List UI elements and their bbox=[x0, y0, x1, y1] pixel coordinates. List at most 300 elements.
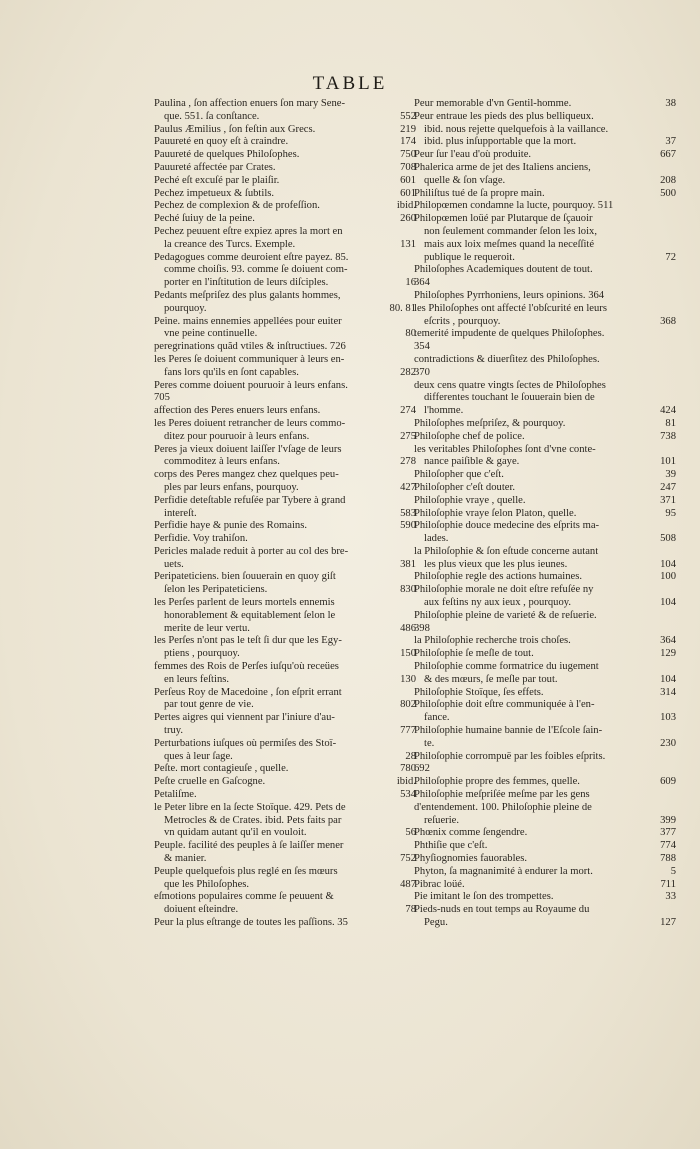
index-entry-line bbox=[154, 840, 416, 853]
entry-text: Pibrac loüé. bbox=[414, 878, 465, 890]
page-reference: 274 bbox=[400, 405, 416, 417]
entry-text: Metrocles & de Crates. ibid. Pets faits par bbox=[164, 814, 342, 826]
index-entry-line bbox=[154, 904, 416, 917]
index-entry-line bbox=[154, 763, 416, 776]
entry-text: les Peres ſe doiuent communiquer à leurs en- bbox=[154, 353, 345, 365]
page-title: TABLE bbox=[312, 73, 388, 94]
page-reference: 100 bbox=[660, 571, 676, 583]
entry-text: Peripateticiens. bien ſouuerain en quoy giſt bbox=[154, 571, 336, 583]
page-reference: 37 bbox=[665, 136, 676, 148]
entry-text: commoditez à leurs enfans. bbox=[164, 456, 280, 468]
index-entry-line bbox=[154, 802, 416, 815]
entry-text: corps des Peres mangez chez quelques peu- bbox=[154, 469, 339, 481]
page-reference: 39 bbox=[665, 469, 676, 481]
entry-text: la Philoſophie & ſon eſtude concerne autant bbox=[414, 545, 599, 557]
index-entry-line bbox=[154, 213, 416, 226]
index-entry-line bbox=[154, 866, 416, 879]
index-entry-line bbox=[154, 853, 416, 866]
index-entry-line bbox=[414, 111, 676, 124]
entry-text: non ſeulement commander ſelon les loix, bbox=[424, 225, 597, 237]
index-entry-line bbox=[414, 546, 676, 559]
index-entry-line bbox=[414, 124, 676, 137]
index-entry-line bbox=[154, 699, 416, 712]
page-reference: 127 bbox=[660, 917, 676, 928]
page-reference: 500 bbox=[660, 187, 676, 199]
entry-text: que les Philoſophes. bbox=[164, 878, 250, 890]
index-entry-line bbox=[414, 789, 676, 802]
index-entry-line bbox=[414, 840, 676, 853]
entry-text: merite de leur vertu. bbox=[164, 622, 250, 634]
entry-text: Perfidie haye & punie des Romains. bbox=[154, 520, 307, 532]
page-reference: 534 bbox=[400, 789, 416, 801]
page-reference: 486 bbox=[400, 622, 416, 634]
entry-text: Peur memorable d'vn Gentil-homme. bbox=[414, 98, 572, 109]
page-reference: 28 bbox=[405, 750, 416, 762]
entry-text: Philopœmen condamne la lucte, pourquoy. 511 bbox=[414, 200, 614, 212]
entry-text: ples par leurs enfans, pourquoy. bbox=[164, 481, 299, 493]
page-reference: 33 bbox=[665, 891, 676, 903]
page-reference: 752 bbox=[400, 853, 416, 865]
page-reference: 129 bbox=[660, 648, 676, 660]
entry-text: ditez pour pouruoir à leurs enfans. bbox=[164, 430, 310, 442]
entry-text: Perſeus Roy de Macedoine , ſon eſprit errant bbox=[154, 686, 342, 698]
index-entry-line bbox=[414, 354, 676, 367]
entry-text: les plus vieux que les plus ieunes. bbox=[424, 558, 568, 570]
entry-text: les veritables Philoſophes ſont d'vne conte- bbox=[414, 443, 596, 455]
entry-text: 354 bbox=[414, 341, 430, 353]
entry-text: la creance des Turcs. Exemple. bbox=[164, 238, 296, 250]
entry-text: ptiens , pourquoy. bbox=[164, 648, 240, 660]
index-entry-line bbox=[414, 751, 676, 764]
page-reference: 81 bbox=[665, 417, 676, 429]
page-reference: 708 bbox=[400, 161, 416, 173]
index-entry-line bbox=[154, 674, 416, 687]
index-entry-line bbox=[414, 277, 676, 290]
page-reference: 399 bbox=[660, 814, 676, 826]
page-reference: 738 bbox=[660, 430, 676, 442]
index-entry-line bbox=[154, 584, 416, 597]
entry-text: femmes des Rois de Perſes iuſqu'où receües bbox=[154, 661, 339, 673]
entry-text: Philoſophie comme formatrice du iugement bbox=[414, 661, 599, 673]
entry-text: differentes touchant le ſouuerain bien de bbox=[424, 392, 595, 404]
index-entry-line bbox=[154, 354, 416, 367]
index-entry-line bbox=[414, 316, 676, 329]
entry-text: que. 551. ſa conſtance. bbox=[164, 110, 260, 122]
entry-text: les Peres doiuent retrancher de leurs commo- bbox=[154, 417, 346, 429]
entry-text: porter en l'inſtitution de leurs diſciples. bbox=[164, 277, 329, 289]
entry-text: 705 bbox=[154, 392, 170, 404]
entry-text: Pegu. bbox=[424, 917, 448, 928]
page-reference: 130 bbox=[400, 673, 416, 685]
entry-text: par tout genre de vie. bbox=[164, 699, 254, 711]
entry-text: Pechez de complexion & de profeſſion. bbox=[154, 200, 320, 212]
index-entry-line bbox=[414, 520, 676, 533]
entry-text: Philoſopher que c'eſt. bbox=[414, 469, 504, 481]
index-entry-line bbox=[154, 917, 416, 930]
entry-text: ques à leur ſage. bbox=[164, 750, 233, 762]
entry-text: Philoſophie propre des femmes, quelle. bbox=[414, 776, 580, 788]
page-reference: 777 bbox=[400, 725, 416, 737]
page-reference: 774 bbox=[660, 840, 676, 852]
page-reference: 314 bbox=[660, 686, 676, 698]
index-entry-line bbox=[414, 188, 676, 201]
index-entry-line bbox=[154, 571, 416, 584]
page-reference: 487 bbox=[400, 878, 416, 890]
entry-text: Perfidie deteſtable refuſée par Tybere à grand bbox=[154, 494, 346, 506]
entry-text: intereſt. bbox=[164, 507, 197, 519]
entry-text: les Perſes n'ont pas le teſt ſi dur que les Egy- bbox=[154, 635, 342, 647]
index-entry-line bbox=[154, 316, 416, 329]
index-entry-line bbox=[414, 444, 676, 457]
entry-text: Phthiſie que c'eſt. bbox=[414, 840, 488, 852]
index-entry-line bbox=[154, 405, 416, 418]
index-entry-line bbox=[414, 917, 676, 930]
page-reference: 780 bbox=[400, 763, 416, 775]
page-reference: 377 bbox=[660, 827, 676, 839]
index-entry-line bbox=[154, 290, 416, 303]
page-reference: 80 bbox=[405, 328, 416, 340]
index-entry-line bbox=[154, 559, 416, 572]
index-entry-line bbox=[154, 546, 416, 559]
entry-text: Philoſophie pleine de varieté & de reſuerie. bbox=[414, 609, 597, 621]
page-reference: 247 bbox=[660, 481, 676, 493]
entry-text: Pauureté de quelques Philoſophes. bbox=[154, 149, 300, 161]
entry-text: d'entendement. 100. Philoſophie pleine de bbox=[414, 801, 592, 813]
index-entry-line bbox=[414, 763, 676, 776]
entry-text: Philoſophie corrompuë par les foibles eſprits. bbox=[414, 750, 606, 762]
page-reference: 552 bbox=[400, 110, 416, 122]
index-entry-line bbox=[414, 264, 676, 277]
index-entry-line bbox=[414, 674, 676, 687]
index-entry-line bbox=[414, 252, 676, 265]
entry-text: pourquoy. bbox=[164, 302, 207, 314]
entry-text: Philoſophie vraye , quelle. bbox=[414, 494, 526, 506]
index-entry-line bbox=[154, 482, 416, 495]
index-entry-line bbox=[154, 175, 416, 188]
page-reference: 282 bbox=[400, 366, 416, 378]
entry-text: deux cens quatre vingts ſectes de Philoſophes bbox=[414, 379, 606, 391]
index-entry-line bbox=[414, 508, 676, 521]
index-entry-line bbox=[154, 495, 416, 508]
index-entry-line bbox=[414, 303, 676, 316]
index-entry-line bbox=[414, 341, 676, 354]
index-entry-line bbox=[414, 571, 676, 584]
page-reference: 381 bbox=[400, 558, 416, 570]
index-entry-line bbox=[414, 827, 676, 840]
entry-text: publique le requeroit. bbox=[424, 251, 515, 263]
index-entry-line bbox=[414, 482, 676, 495]
entry-text: Philoſophie regle des actions humaines. bbox=[414, 571, 582, 583]
index-entry-line bbox=[414, 213, 676, 226]
index-entry-line bbox=[154, 891, 416, 904]
page-reference: 830 bbox=[400, 584, 416, 596]
entry-text: Philoſophes Pyrrhoniens, leurs opinions. 364 bbox=[414, 289, 605, 301]
right-index-column bbox=[414, 98, 676, 930]
entry-text: Peché ſuiuy de la peine. bbox=[154, 213, 255, 225]
page-reference: 590 bbox=[400, 520, 416, 532]
page-reference: 230 bbox=[660, 737, 676, 749]
index-entry-line bbox=[154, 341, 416, 354]
page-reference: 278 bbox=[400, 456, 416, 468]
page-reference: 174 bbox=[400, 136, 416, 148]
page-reference: 104 bbox=[660, 597, 676, 609]
entry-text: Peres comme doiuent pouruoir à leurs enfans. bbox=[154, 379, 348, 391]
entry-text: le Peter libre en la ſecte Stoïque. 429. Pets de bbox=[154, 801, 346, 813]
entry-text: Paulina , ſon affection enuers ſon mary Sene- bbox=[154, 98, 346, 109]
page-reference: 38 bbox=[665, 98, 676, 109]
page-reference: 609 bbox=[660, 776, 676, 788]
index-entry-line bbox=[154, 367, 416, 380]
entry-text: Pauureté affectée par Crates. bbox=[154, 161, 276, 173]
page-reference: 208 bbox=[660, 174, 676, 186]
entry-text: uets. bbox=[164, 558, 184, 570]
page-reference: 368 bbox=[660, 315, 676, 327]
index-entry-line bbox=[414, 200, 676, 213]
index-entry-line bbox=[414, 149, 676, 162]
entry-text: Philoſophie Stoïque, ſes effets. bbox=[414, 686, 544, 698]
index-entry-line bbox=[154, 328, 416, 341]
page-reference: 667 bbox=[660, 149, 676, 161]
index-entry-line bbox=[154, 239, 416, 252]
index-entry-line bbox=[414, 904, 676, 917]
index-entry-line bbox=[414, 456, 676, 469]
index-entry-line bbox=[154, 111, 416, 124]
entry-text: Peché eſt excuſé par le plaiſir. bbox=[154, 174, 280, 186]
index-entry-line bbox=[414, 866, 676, 879]
entry-text: temerité impudente de quelques Philoſophes. bbox=[414, 328, 605, 340]
page-reference: 56 bbox=[405, 827, 416, 839]
entry-text: quelle & ſon vſage. bbox=[424, 174, 506, 186]
entry-text: eſcrits , pourquoy. bbox=[424, 315, 501, 327]
index-entry-line bbox=[154, 597, 416, 610]
index-entry-line bbox=[414, 687, 676, 700]
entry-text: mais aux loix meſmes quand la neceſſité bbox=[424, 238, 595, 250]
entry-text: Philoſophe chef de police. bbox=[414, 430, 525, 442]
entry-text: comme choiſis. 93. comme ſe doiuent com- bbox=[164, 264, 348, 276]
entry-text: aux feſtins ny aux ieux , pourquoy. bbox=[424, 597, 572, 609]
index-entry-line bbox=[414, 226, 676, 239]
entry-text: les Perſes parlent de leurs mortels ennemis bbox=[154, 597, 335, 609]
entry-text: ſelon les Peripateticiens. bbox=[164, 584, 268, 596]
index-entry-line bbox=[154, 520, 416, 533]
page-reference: 131 bbox=[400, 238, 416, 250]
index-entry-line bbox=[414, 392, 676, 405]
index-entry-line bbox=[414, 380, 676, 393]
entry-text: Phœnix comme ſengendre. bbox=[414, 827, 528, 839]
entry-text: les Philoſophes ont affecté l'obſcurité en leurs bbox=[414, 302, 607, 314]
left-index-column bbox=[154, 98, 416, 930]
page-reference: 601 bbox=[400, 187, 416, 199]
page-reference: 371 bbox=[660, 494, 676, 506]
index-entry-line bbox=[154, 687, 416, 700]
page-reference: 424 bbox=[660, 405, 676, 417]
entry-text: Peres ja vieux doiuent laiſſer l'vſage de leurs bbox=[154, 443, 342, 455]
page-reference: 78 bbox=[405, 904, 416, 916]
index-entry-line bbox=[414, 469, 676, 482]
index-entry-line bbox=[414, 98, 676, 111]
entry-text: fance. bbox=[424, 712, 450, 724]
index-entry-line bbox=[414, 418, 676, 431]
index-entry-line bbox=[154, 252, 416, 265]
index-entry-line bbox=[414, 367, 676, 380]
index-entry-line bbox=[154, 136, 416, 149]
index-entry-line bbox=[414, 725, 676, 738]
index-entry-line bbox=[414, 175, 676, 188]
page-reference: ibid. bbox=[396, 200, 416, 212]
entry-text: doiuent eſteindre. bbox=[164, 904, 239, 916]
entry-text: Pechez impetueux & ſubtils. bbox=[154, 187, 275, 199]
index-entry-line bbox=[414, 699, 676, 712]
entry-text: Phyſiognomies fauorables. bbox=[414, 853, 527, 865]
page-reference: 802 bbox=[400, 699, 416, 711]
page-reference: 5 bbox=[670, 865, 676, 877]
entry-text: Peine. mains ennemies appellées pour euiter bbox=[154, 315, 342, 327]
page-reference: 103 bbox=[660, 712, 676, 724]
index-entry-line bbox=[154, 776, 416, 789]
index-entry-line bbox=[414, 802, 676, 815]
entry-text: en leurs feſtins. bbox=[164, 673, 230, 685]
index-entry-line bbox=[414, 136, 676, 149]
entry-text: Peſte cruelle en Gaſcogne. bbox=[154, 776, 266, 788]
entry-text: Philoſophie douce medecine des eſprits ma- bbox=[414, 520, 600, 532]
page-reference: 750 bbox=[400, 149, 416, 161]
index-entry-line bbox=[154, 149, 416, 162]
index-entry-line bbox=[154, 879, 416, 892]
entry-text: Philopœmen loüé par Plutarque de ſçauoir bbox=[414, 213, 593, 225]
index-entry-line bbox=[414, 239, 676, 252]
entry-text: lades. bbox=[424, 533, 449, 545]
entry-text: Peſte. mort contagieuſe , quelle. bbox=[154, 763, 289, 775]
entry-text: Paulus Æmilius , ſon feſtin aux Grecs. bbox=[154, 123, 316, 135]
entry-text: Pertes aigres qui viennent par l'iniure d'au- bbox=[154, 712, 335, 724]
page-reference: 150 bbox=[400, 648, 416, 660]
index-entry-line bbox=[154, 98, 416, 111]
index-entry-line bbox=[414, 290, 676, 303]
index-entry-line bbox=[414, 495, 676, 508]
index-entry-line bbox=[414, 431, 676, 444]
page-reference: 788 bbox=[660, 853, 676, 865]
index-entry-line bbox=[154, 431, 416, 444]
index-entry-line bbox=[154, 456, 416, 469]
index-entry-line bbox=[154, 444, 416, 457]
page-reference: 104 bbox=[660, 558, 676, 570]
index-entry-line bbox=[414, 328, 676, 341]
page-reference: 508 bbox=[660, 533, 676, 545]
page-reference: 260 bbox=[400, 213, 416, 225]
entry-text: honorablement & equitablement ſelon le bbox=[164, 609, 336, 621]
entry-text: vn quidam autant qu'il en vouloit. bbox=[164, 827, 307, 839]
entry-text: Philoſophie doit eſtre communiquée à l'en- bbox=[414, 699, 595, 711]
index-entry-line bbox=[154, 469, 416, 482]
entry-text: Phalerica arme de jet des Italiens anciens, bbox=[414, 161, 591, 173]
index-entry-line bbox=[414, 712, 676, 725]
index-entry-line bbox=[154, 392, 416, 405]
page-reference: 80. 81 bbox=[389, 302, 416, 314]
index-entry-line bbox=[414, 623, 676, 636]
page-reference: 583 bbox=[400, 507, 416, 519]
index-entry-line bbox=[154, 712, 416, 725]
index-entry-line bbox=[154, 725, 416, 738]
entry-text: 398 bbox=[414, 622, 430, 634]
entry-text: 364 bbox=[414, 277, 430, 289]
index-entry-line bbox=[154, 303, 416, 316]
index-entry-line bbox=[154, 418, 416, 431]
index-entry-line bbox=[154, 661, 416, 674]
entry-text: Pericles malade reduit à porter au col des bre- bbox=[154, 545, 349, 557]
index-entry-line bbox=[414, 597, 676, 610]
index-entry-line bbox=[154, 162, 416, 175]
entry-text: la Philoſophie recherche trois choſes. bbox=[414, 635, 571, 647]
index-entry-line bbox=[414, 853, 676, 866]
entry-text: 692 bbox=[414, 763, 430, 775]
entry-text: affection des Peres enuers leurs enfans. bbox=[154, 405, 321, 417]
page-reference: 72 bbox=[665, 251, 676, 263]
entry-text: Philoſophes Academiques doutent de tout. bbox=[414, 264, 593, 276]
entry-text: Peuple quelquefois plus reglé en ſes mœurs bbox=[154, 865, 338, 877]
index-entry-line bbox=[154, 200, 416, 213]
index-entry-line bbox=[414, 891, 676, 904]
index-entry-line bbox=[414, 635, 676, 648]
entry-text: Philiſtus tué de ſa propre main. bbox=[414, 187, 545, 199]
index-entry-line bbox=[154, 635, 416, 648]
entry-text: Pedants meſpriſez des plus galants hommes, bbox=[154, 289, 341, 301]
index-entry-line bbox=[154, 623, 416, 636]
entry-text: ibid. nous rejette quelquefois à la vaillance. bbox=[424, 123, 609, 135]
page-reference: 275 bbox=[400, 430, 416, 442]
entry-text: l'homme. bbox=[424, 405, 464, 417]
entry-text: ibid. plus inſupportable que la mort. bbox=[424, 136, 577, 148]
index-entry-line bbox=[414, 879, 676, 892]
index-entry-line bbox=[414, 776, 676, 789]
page-reference: 427 bbox=[400, 481, 416, 493]
entry-text: Petaliſme. bbox=[154, 789, 197, 801]
index-entry-line bbox=[154, 380, 416, 393]
entry-text: Philoſophie vraye ſelon Platon, quelle. bbox=[414, 507, 577, 519]
entry-text: nance paiſible & gaye. bbox=[424, 456, 520, 468]
index-entry-line bbox=[154, 226, 416, 239]
index-entry-line bbox=[414, 648, 676, 661]
page-reference: ibid. bbox=[396, 776, 416, 788]
index-entry-line bbox=[414, 584, 676, 597]
index-entry-line bbox=[154, 789, 416, 802]
index-entry-line bbox=[414, 610, 676, 623]
entry-text: Pieds-nuds en tout temps au Royaume du bbox=[414, 904, 590, 916]
entry-text: Peur ſur l'eau d'où produite. bbox=[414, 149, 532, 161]
entry-text: Pedagogues comme deuroient eſtre payez. 85. bbox=[154, 251, 349, 263]
entry-text: Philoſophes meſpriſez, & pourquoy. bbox=[414, 417, 566, 429]
index-entry-line bbox=[154, 508, 416, 521]
index-entry-line bbox=[414, 661, 676, 674]
entry-text: Phyton, ſa magnanimité à endurer la mort. bbox=[414, 865, 593, 877]
entry-text: & des mœurs, ſe meſle par tout. bbox=[424, 673, 558, 685]
index-entry-line bbox=[414, 559, 676, 572]
index-entry-line bbox=[154, 124, 416, 137]
entry-text: reſuerie. bbox=[424, 814, 459, 826]
entry-text: Philoſophie humaine bannie de l'Eſcole ſain- bbox=[414, 725, 603, 737]
page-reference: 95 bbox=[665, 507, 676, 519]
entry-text: Pie imitant le ſon des trompettes. bbox=[414, 891, 554, 903]
entry-text: Peuple. facilité des peuples à ſe laiſſer mener bbox=[154, 840, 344, 852]
index-entry-line bbox=[414, 815, 676, 828]
entry-text: Peur entraue les pieds des plus belliqueux. bbox=[414, 110, 594, 122]
index-entry-line bbox=[154, 815, 416, 828]
entry-text: eſmotions populaires comme ſe peuuent & bbox=[154, 891, 334, 903]
entry-text: truy. bbox=[164, 725, 184, 737]
entry-text: contradictions & diuerſitez des Philoſophes. bbox=[414, 353, 600, 365]
entry-text: Perfidie. Voy trahiſon. bbox=[154, 533, 248, 545]
page-reference: 711 bbox=[660, 878, 676, 890]
entry-text: Philoſophie morale ne doit eſtre refuſée ny bbox=[414, 584, 594, 596]
